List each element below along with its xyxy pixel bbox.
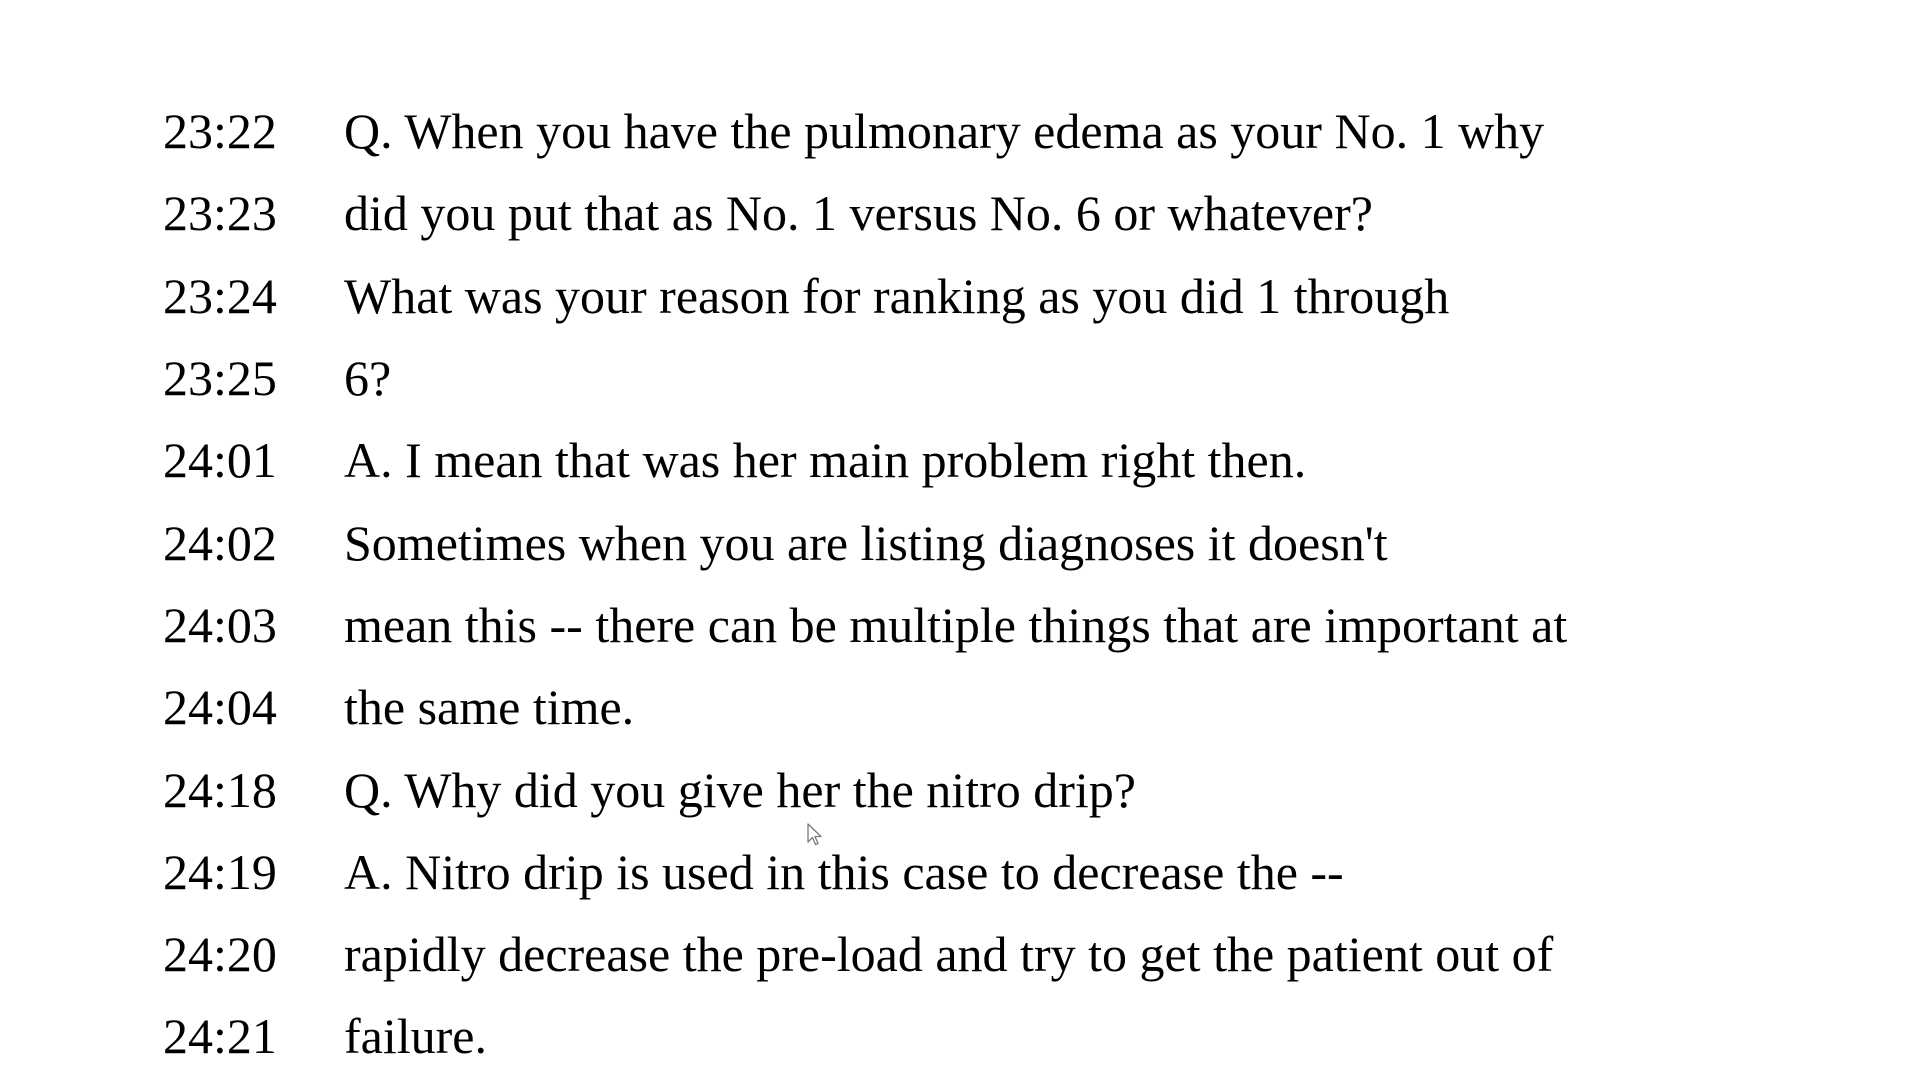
transcript-line	[163, 90, 1763, 172]
transcript-line	[163, 172, 1763, 254]
transcript-line	[163, 584, 1763, 666]
transcript-line	[163, 995, 1763, 1077]
line-text: failure.	[344, 1008, 487, 1065]
transcript-line	[163, 666, 1763, 748]
timestamp: 23:22	[163, 103, 277, 160]
line-text: rapidly decrease the pre-load and try to get the patient out of	[344, 926, 1554, 983]
line-text: Sometimes when you are listing diagnoses it doesn't	[344, 514, 1388, 571]
transcript-line	[163, 913, 1763, 995]
transcript-line	[163, 831, 1763, 913]
timestamp: 23:25	[163, 350, 277, 407]
mouse-pointer-icon	[807, 823, 823, 847]
timestamp: 24:02	[163, 514, 277, 571]
line-text: mean this -- there can be multiple things that are important at	[344, 596, 1568, 653]
timestamp: 23:24	[163, 267, 277, 324]
transcript-line	[163, 337, 1763, 419]
line-text: the same time.	[344, 679, 635, 736]
transcript-line	[163, 255, 1763, 337]
timestamp: 24:18	[163, 761, 277, 818]
line-text: A. Nitro drip is used in this case to decrease the --	[344, 843, 1344, 900]
timestamp: 24:21	[163, 1008, 277, 1065]
line-text: Q. Why did you give her the nitro drip?	[344, 761, 1136, 818]
line-text: A. I mean that was her main problem right then.	[344, 432, 1307, 489]
timestamp: 24:03	[163, 596, 277, 653]
line-text: Q. When you have the pulmonary edema as your No. 1 why	[344, 103, 1545, 160]
line-text: 6?	[344, 350, 392, 407]
timestamp: 24:19	[163, 843, 277, 900]
line-text: did you put that as No. 1 versus No. 6 or whatever?	[344, 185, 1373, 242]
line-text: What was your reason for ranking as you did 1 through	[344, 267, 1450, 324]
transcript-line	[163, 419, 1763, 501]
timestamp: 24:04	[163, 679, 277, 736]
transcript-line	[163, 748, 1763, 830]
transcript-line	[163, 501, 1763, 583]
timestamp: 23:23	[163, 185, 277, 242]
transcript	[163, 90, 1763, 1078]
timestamp: 24:20	[163, 926, 277, 983]
timestamp: 24:01	[163, 432, 277, 489]
